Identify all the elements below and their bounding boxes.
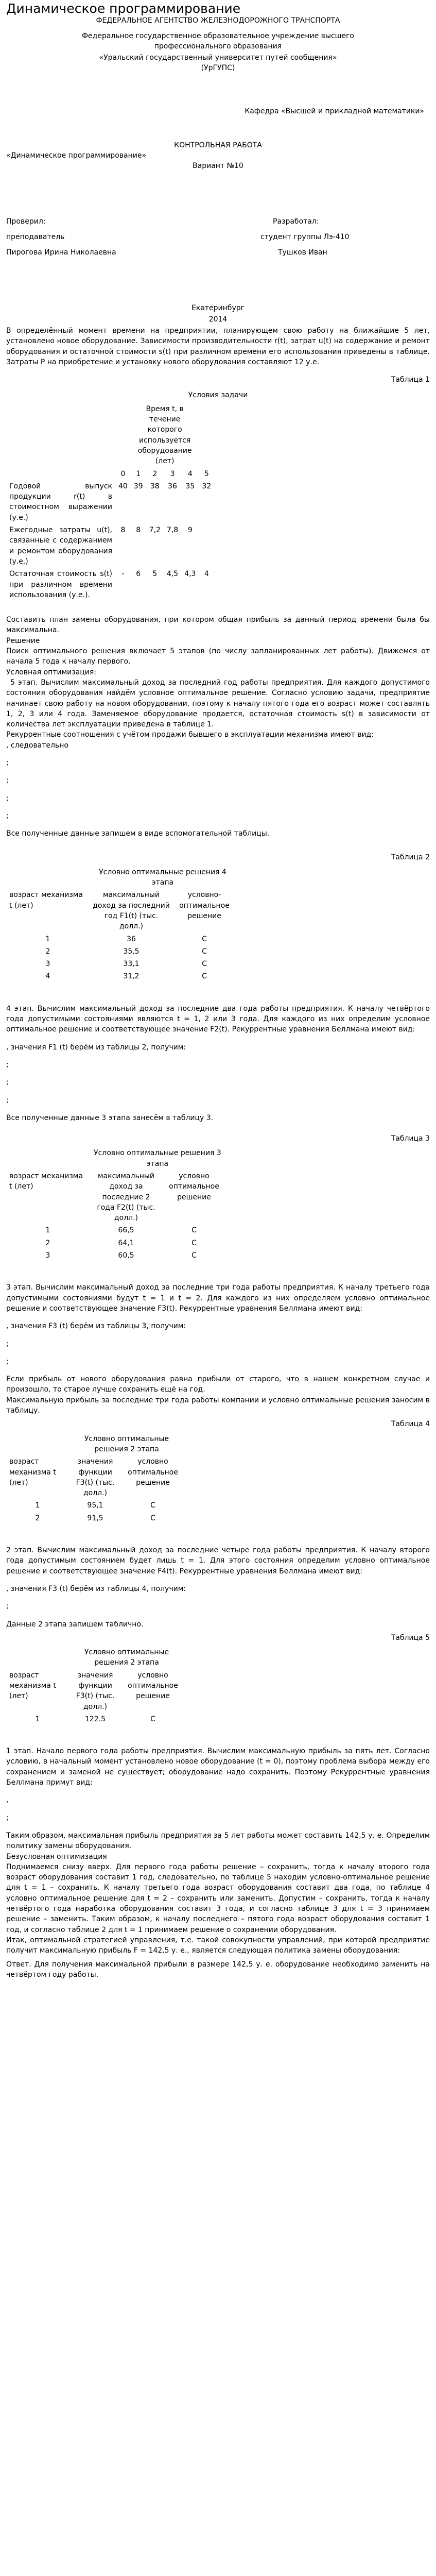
formula-placeholder: ; [6,758,9,767]
table-cell: 95,1 [87,1501,103,1510]
table5-caption: Условно оптимальные решения 2 этапа [84,1648,169,1667]
table-cell: С [202,947,207,956]
formula-placeholder: ; [6,1814,9,1822]
result-paragraph: Таким образом, максимальная прибыль предприятия за 5 лет работы может составить 142,5 у. е. Определим политику замены оборудования. [6,1831,430,1851]
stage1-note: , [6,1796,9,1805]
table-cell: 3 [170,469,175,478]
table2-caption: Условно оптимальные решения 4 этапа [99,868,226,887]
checker-role: преподаватель [6,233,65,241]
table-header-row [6,1170,225,1224]
developed-label: Разработал: [273,217,319,226]
table-row [6,1237,225,1249]
table-cell: 3 [45,960,50,969]
table-row [6,945,236,958]
table-cell: 2 [35,1514,40,1522]
answer-paragraph: Ответ. Для получения максимальной прибыли в размере 142,5 у. е. оборудование необходимо заменить на четвёртом году работы. [6,1960,430,1979]
table-cell: - [121,570,125,579]
table-cell: 3 [45,1251,50,1260]
table-cell: 31,2 [123,972,139,981]
table-cell: 2 [152,469,158,478]
table-cell: 32 [202,482,212,490]
formula-placeholder: ; [6,1602,9,1611]
checker-name: Пирогова Ирина Николаевна [6,248,116,257]
work-subject: «Динамическое программирование» [6,151,147,160]
row-label: Годовой выпуск продукции r(t) в стоимостном выражении (у.е.) [9,482,112,522]
stage1-table [6,1646,184,1725]
table-cell: 35,5 [123,947,139,956]
table-cell: 6 [136,570,141,579]
row-label: Остаточная стоимость s(t) при различном времени использования (у.е.). [9,570,112,599]
table-row [6,958,236,970]
table-cell: 5 [152,570,158,579]
table-cell: 4,5 [166,570,179,579]
table-cell: 2 [45,1239,50,1247]
table-header-cell: возраст механизма t (лет) [9,1172,83,1191]
stage3-note2: Максимальную прибыль за последние три года работы компании и условно оптимальные решения заносим в таблицу. [6,1396,430,1415]
table-row [6,1499,184,1512]
table-cell: 1 [136,469,141,478]
table-cell: С [191,1239,197,1247]
table3-label: Таблица 3 [391,1134,430,1143]
table1-caption: Условия задачи [188,391,248,400]
table-cell: 4,3 [184,570,196,579]
table-cell: 8 [120,526,126,535]
table-cell: 7,8 [166,526,179,535]
intro-paragraph: В определённый момент времени на предприятии, планирующем свою работу на ближайшие 5 лет, установлено новое оборудование. Зависимости производительности r(t), затрат u(t) на содержание и ремонт оборудования и остаточной стоимости s(t) при различном времени его использования приведены в таблице. Затраты P на приобретение и установку нового оборудования составляют 12 у.е. [6,327,430,366]
table-cell: 38 [150,482,160,490]
table-row [6,1512,184,1524]
stage5-paragraph: 5 этап. Вычислим максимальный доход за последний год работы предприятия. Для каждого допустимого состояния оборудования найдём условное оптимальное решение. Согласно условию задачи, предприятие начинает свою работу на новом оборудовании, поэтому к началу пятого года его возраст может составлять 1, 2, 3 или 4 года. Заменяемое оборудование продается, остаточная стоимость s(t) в зависимости от количества лет эксплуатации приведена в таблице 1. [6,678,430,729]
table-header-row [6,1455,184,1499]
conditional-optimization-label: Условная оптимизация: [6,668,97,676]
stage2-paragraph: 2 этап. Вычислим максимальный доход за последние четыре года работы предприятия. К началу второго года допустимым состоянием будет лишь t = 1. Для этого состояния определим условно оптимальное решение и соответствующее значение F4(t). Рекуррентные уравнения Беллмана имеют вид: [6,1546,430,1575]
table-cell: 60,5 [118,1251,134,1260]
formula-note: , следовательно [6,741,68,750]
row-label: Ежегодные затраты u(t), связанные с содержанием и ремонтом оборудования (у.е.) [9,526,112,566]
table4-label: Таблица 4 [391,1420,430,1429]
table-cell: 1 [45,935,50,943]
formula-placeholder: ; [6,1060,9,1069]
table-cell: 1 [35,1501,40,1510]
table-row [6,933,236,945]
table-cell: С [191,1251,197,1260]
department-line: Кафедра «Высшей и прикладной математики» [245,107,424,115]
stage2-note: , значения F3 (t) берём из таблицы 4, получим: [6,1584,186,1593]
stage3-note1: Если прибыль от нового оборудования равна прибыли от старого, что в нашем конкретном случае и произошло, то старое лучше сохранить ещё на год. [6,1375,430,1394]
task-paragraph: Составить план замены оборудования, при котором общая прибыль за данный период времени была бы максимальна. [6,616,430,635]
table-cell: 2 [45,947,50,956]
table-cell: 8 [136,526,141,535]
table-header-cell: возраст механизма t (лет) [9,891,83,910]
table-header-cell: условно-оптимальное решение [179,891,230,920]
table-cell: 0 [120,469,126,478]
content [6,326,430,1980]
table2-label: Таблица 2 [391,853,430,862]
stage4-paragraph: 4 этап. Вычислим максимальный доход за последние два года работы предприятия. К началу четвёртого года допустимыми состояниями являются t = 1, 2 или 3 года. Для каждого из них определим условное оптимальное решение и соответствующее значение F2(t). Рекуррентные уравнения Беллмана имеют вид: [6,1004,430,1034]
variant: Вариант №10 [193,162,243,170]
table-row [6,480,214,524]
table-cell: 40 [118,482,128,490]
table-cell: С [202,935,207,943]
table-cell: 35 [185,482,195,490]
agency-line: ФЕДЕРАЛЬНОЕ АГЕНТСТВО ЖЕЛЕЗНОДОРОЖНОГО ТРАНСПОРТА [96,16,340,25]
developer-role: студент группы Лэ-410 [260,233,350,241]
formula-placeholder: ; [6,811,9,820]
unconditional-paragraph: Поднимаемся снизу вверх. Для первого года работы решение – сохранить, тогда к началу второго года возраст оборудования составит 1 год, следовательно, по таблице 5 находим условно-оптимальное решение для t = 1 – сохранить. К началу третьего года возраст оборудования составит два года, по таблице 4 условно оптимальное решение для t = 2 – сохранить или заменить. Допустим – сохранить, тогда к началу четвёртого года наработка оборудования составит 3 года, и согласно таблице 3 для t = 3 принимаем решение – заменить. Таким образом, к началу последнего – пятого года возраст оборудования составит 1 год, и согласно таблице 2 для t = 1 принимаем решение о сохранении оборудования. [6,1862,430,1934]
table-header-row [6,889,236,933]
table-header-cell: значения функции F3(t) (тыс. долл.) [76,1458,115,1498]
table-cell: 33,1 [123,960,139,969]
table-cell: С [150,1715,155,1723]
unconditional-label: Безусловная оптимизация [6,1852,107,1861]
university-line: «Уральский государственный университет путей сообщения» [99,54,337,62]
table-header-cell: возраст механизма t (лет) [9,1458,56,1487]
table-row [6,970,236,982]
table-cell: 122.5 [84,1715,106,1723]
stage1-paragraph: 1 этап. Начало первого года работы предприятия. Вычислим максимальную прибыль за пять лет. Согласно условию, в начальный момент установлено новое оборудование (t = 0), поэтому проблема выбора между его сохранением и заменой не существует; оборудование надо сохранить. Поэтому Рекуррентные уравнения Беллмана примут вид: [6,1747,430,1787]
table-cell: 5 [204,469,209,478]
table-header-cell: максимальный доход за последний год F1(t) (тыс. долл.) [93,891,170,931]
formula-placeholder: ; [6,1078,9,1087]
table-row [6,1249,225,1262]
table3-caption: Условно оптимальные решения 3 этапа [94,1149,221,1168]
stage4-table [6,866,236,983]
conditions-table [6,403,214,601]
table-row [6,568,214,601]
year: 2014 [208,315,228,324]
table-row [6,1224,225,1236]
formula-placeholder: ; [6,1096,9,1105]
table-cell: 7,2 [149,526,161,535]
table-header-cell: условно оптимальное решение [169,1172,219,1201]
table-cell: 39 [133,482,143,490]
solution-label: Решение [6,636,40,645]
table2-intro: Все полученные данные запишем в виде вспомогательной таблицы. [6,829,270,838]
recurrent-paragraph: Рекуррентные соотношения с учётом продажи бывшего в эксплуатации механизма имеют вид: [6,731,374,739]
document-title: Динамическое программирование [6,1,241,16]
stage3-paragraph: 3 этап. Вычислим максимальный доход за последние три года работы предприятия. К началу третьего года допустимыми состояниями будут t = 1 и t = 2. Для каждого из них определяем условно оптимальное решение и соответствующее значение F3(t). Рекуррентные уравнения Беллмана имеют вид: [6,1283,430,1313]
table-header-cell: значения функции F3(t) (тыс. долл.) [76,1671,115,1711]
developer-name: Тушков Иван [278,248,327,257]
table5-intro: Данные 2 этапа запишем таблично. [6,1620,144,1629]
table-row [6,1713,184,1725]
table-cell: С [150,1501,155,1510]
table-header-cell: условно оптимальное решение [128,1458,178,1487]
table-cell [199,524,214,568]
org-line-2: профессионального образования [154,42,282,50]
table-header-row [6,1669,184,1713]
table-row [6,524,214,568]
table-cell: 64,1 [118,1239,134,1247]
stage3-table [6,1147,225,1262]
table-cell: 4 [187,469,193,478]
city: Екатеринбург [191,304,245,312]
table-cell: 4 [204,570,209,579]
work-type: КОНТРОЛЬНАЯ РАБОТА [174,141,262,149]
table-header-cell: возраст механизма t (лет) [9,1671,56,1701]
table-cell: 1 [45,1226,50,1235]
table-cell: 4 [45,972,50,981]
table3-intro: Все полученные данные 3 этапа занесём в таблицу 3. [6,1113,214,1122]
conclusion-paragraph: Итак, оптимальной стратегией управления, т.е. такой совокупности управлений, при которой предприятие получит максимальную прибыль F = 142,5 у. е., является следующая политика замены оборудования: [6,1936,430,1955]
time-header: Время t, в течение которого используется оборудование (лет) [137,404,192,466]
stage4-note: , значения F1 (t) берём из таблицы 2, получим: [6,1043,186,1052]
table5-label: Таблица 5 [391,1633,430,1642]
stage2-table [6,1433,184,1524]
table-cell: С [202,972,207,981]
table-cell: С [191,1226,197,1235]
table-cell: 66,5 [118,1226,134,1235]
time-values-row [6,468,214,480]
formula-placeholder: ; [6,1340,9,1348]
table-header-cell: максимальный доход за последние 2 года F2(t) (тыс. долл.) [97,1172,155,1223]
table-cell: С [150,1514,155,1522]
table-cell: 36 [127,935,136,943]
table-cell: С [202,960,207,969]
table1-label: Таблица 1 [391,376,430,384]
university-abbr: (УрГУПС) [201,64,235,72]
org-line-1: Федеральное государственное образовательное учреждение высшего [82,32,354,40]
table4-caption: Условно оптимальные решения 2 этапа [84,1434,169,1453]
table-header-cell: условно оптимальное решение [128,1671,178,1701]
stage3-note: , значения F3 (t) берём из таблицы 3, получим: [6,1322,186,1331]
table-cell: 36 [168,482,177,490]
table-cell: 1 [35,1715,40,1723]
checked-label: Проверил: [6,217,46,226]
table-cell: 9 [187,526,193,535]
formula-placeholder: ; [6,776,9,785]
table-cell: 91,5 [87,1514,103,1522]
formula-placeholder: ; [6,794,9,803]
solution-intro: Поиск оптимального решения включает 5 этапов (по числу запланированных лет работы). Движемся от начала 5 года к началу первого. [6,647,430,666]
formula-placeholder: ; [6,1357,9,1366]
